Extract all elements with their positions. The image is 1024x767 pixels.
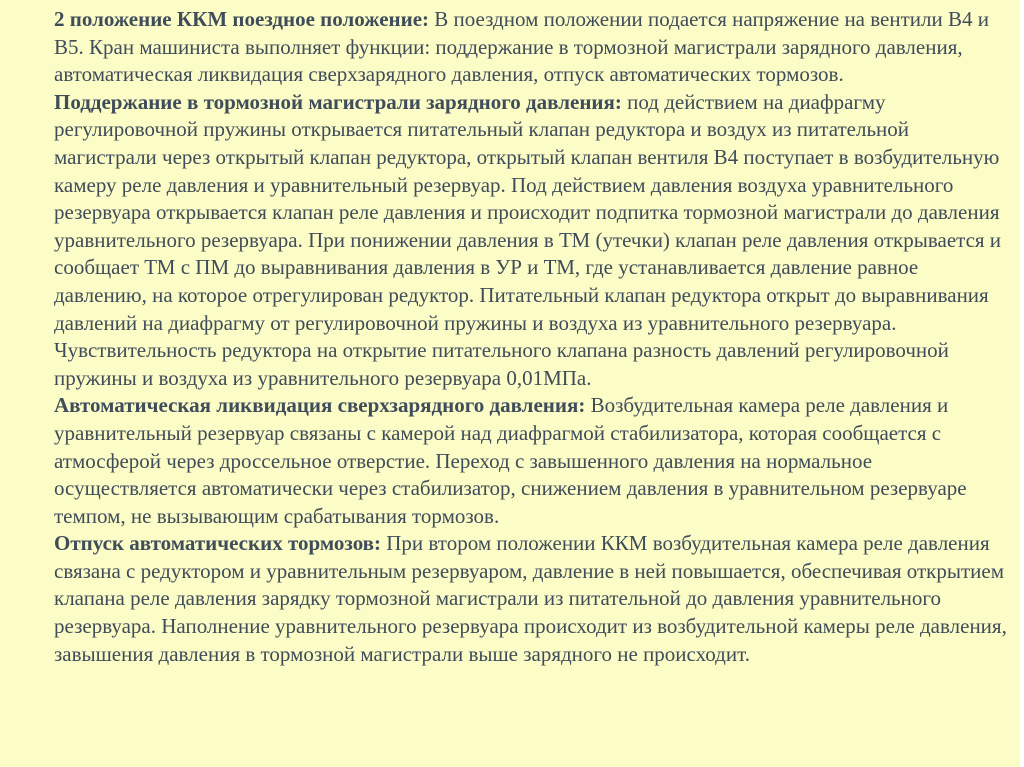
paragraph-body: При втором положении ККМ возбудительная камера реле давления связана с редуктором и уравнительным резервуаром, давление в ней повышается, обеспечивая открытием клапана реле давления зарядку тормозной магистрали из питательной до давления уравнительного резервуара. Наполнение уравнительного резервуара происходит из возбудительной камеры реле давления, завышения давления в тормозной магистрали выше зарядного не происходит. [54, 531, 1007, 666]
paragraph-charging-pressure [54, 89, 1009, 393]
paragraph-heading: 2 положение ККМ поездное положение: [54, 7, 430, 31]
paragraph-overcharge-elimination [54, 392, 1009, 530]
paragraph-body: под действием на диафрагму регулировочной пружины открывается питательный клапан редуктора и воздух из питательной магистрали через открытый клапан редуктора, открытый клапан вентиля В4 поступает в возбудительную камеру реле давления и уравнительный резервуар. Под действием давления воздуха уравнительного резервуара открывается клапан реле давления и происходит подпитка тормозной магистрали до давления уравнительного резервуара. При понижении давления в ТМ (утечки) клапан реле давления открывается и сообщает ТМ с ПМ до выравнивания давления в УР и ТМ, где устанавливается давление равное давлению, на которое отрегулирован редуктор. Питательный клапан редуктора открыт до выравнивания давлений на диафрагму от регулировочной пружины и воздуха из уравнительного резервуара. Чувствительность редуктора на открытие питательного клапана разность давлений регулировочной пружины и воздуха из уравнительного резервуара 0,01МПа. [54, 89, 1002, 390]
paragraph-body: В поездном положении подается напряжение на вентили В4 и В5. Кран машиниста выполняет функции: поддержание в тормозной магистрали зарядного давления, автоматическая ликвидация сверхзарядного давления, отпуск автоматических тормозов. [54, 7, 989, 87]
paragraph-heading: Поддержание в тормозной магистрали зарядного давления: [54, 89, 622, 114]
paragraph-heading: Отпуск автоматических тормозов: [54, 531, 382, 556]
paragraph-brake-release [54, 530, 1009, 668]
paragraph-position-2 [54, 6, 1009, 89]
text-block [54, 6, 1009, 668]
paragraph-heading: Автоматическая ликвидация сверхзарядного давления: [54, 393, 586, 418]
paragraph-body: Возбудительная камера реле давления и уравнительный резервуар связаны с камерой над диафрагмой стабилизатора, которая сообщается с атмосферой через дроссельное отверстие. Переход с завышенного давления на нормальное осуществляется автоматически через стабилизатор, снижением давления в уравнительном резервуаре темпом, не вызывающим срабатывания тормозов. [54, 393, 967, 528]
